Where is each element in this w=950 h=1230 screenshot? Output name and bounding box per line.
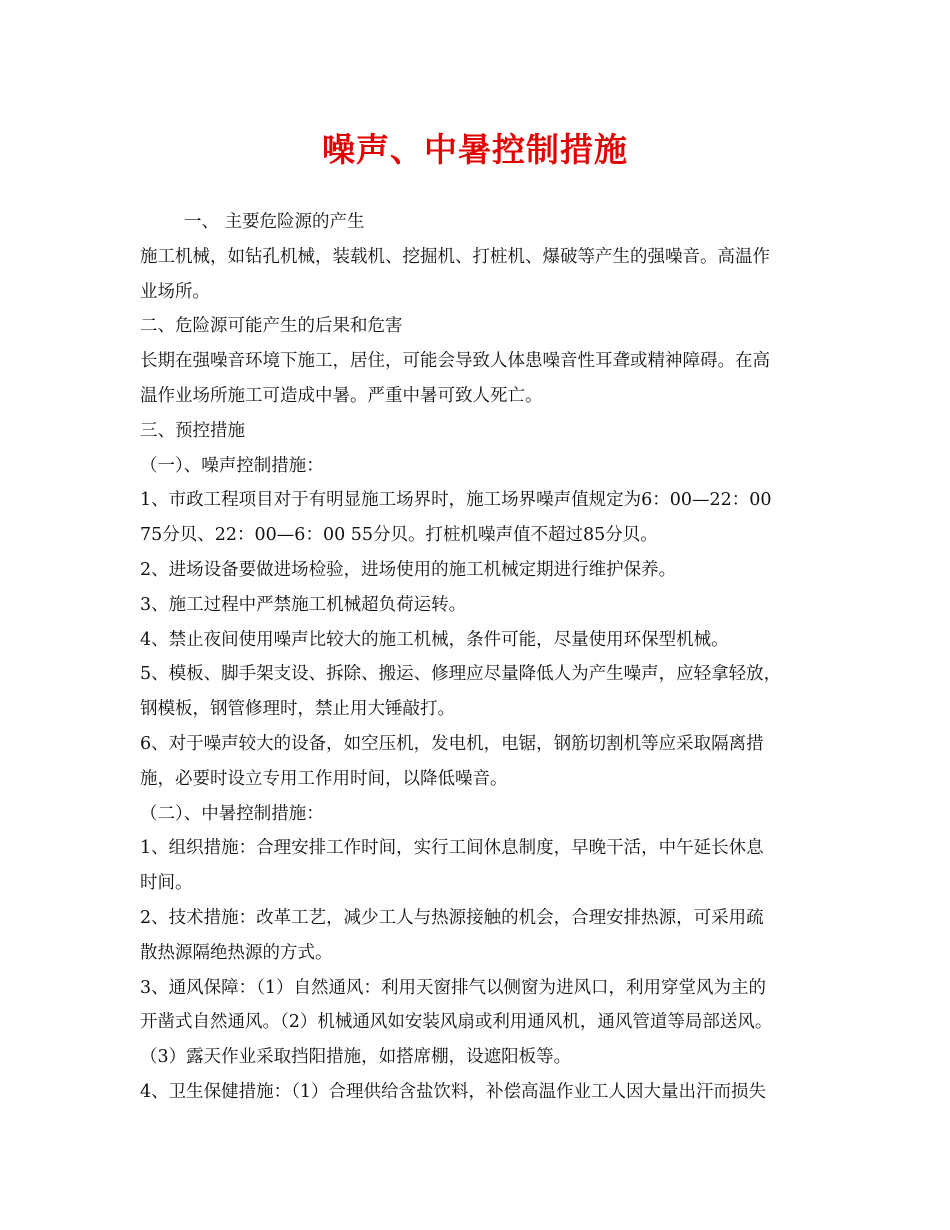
list-item-line: 施，必要时设立专用工作用时间，以降低噪音。 (140, 768, 508, 789)
subsection-heading-heatstroke: （二）、中暑控制措施： (140, 803, 324, 824)
section-heading-1: 一、 主要危险源的产生 (184, 212, 365, 232)
list-item-line: 3、通风保障：（1）自然通风：利用天窗排气以侧窗为进风口，利用穿堂风为主的 (140, 977, 767, 998)
list-item-line: 2、技术措施：改革工艺，减少工人与热源接触的机会，合理安排热源，可采用疏 (140, 907, 764, 928)
list-item-line: 2、进场设备要做进场检验，进场使用的施工机械定期进行维护保养。 (140, 559, 677, 580)
list-item-line: 4、禁止夜间使用噪声比较大的施工机械，条件可能，尽量使用环保型机械。 (140, 629, 729, 650)
subsection-heading-noise: （一）、噪声控制措施： (140, 455, 324, 476)
list-item-line: 5、模板、脚手架支设、拆除、搬运、修理应尽量降低人为产生噪声，应轻拿轻放， (140, 664, 782, 685)
section-heading-3: 三、预控措施 (140, 420, 245, 441)
list-item-line: 1、市政工程项目对于有明显施工场界时，施工场界噪声值规定为6：00—22：00 (140, 490, 772, 511)
list-item-line: 6、对于噪声较大的设备，如空压机，发电机，电锯，钢筋切割机等应采取隔离措 (140, 733, 764, 754)
list-item-line: 钢模板，钢管修理时，禁止用大锤敲打。 (140, 699, 455, 720)
paragraph-line: 业场所。 (140, 281, 210, 302)
paragraph-line: 施工机械，如钻孔机械，装载机、挖掘机、打桩机、爆破等产生的强噪音。高温作 (140, 246, 770, 267)
paragraph-line: 温作业场所施工可造成中暑。严重中暑可致人死亡。 (140, 385, 543, 406)
document-body (140, 205, 830, 1110)
list-item-line: （3）露天作业采取挡阳措施，如搭席棚，设遮阳板等。 (140, 1047, 572, 1068)
page-title: 噪声、中暑控制措施 (322, 130, 628, 169)
list-item-line: 4、卫生保健措施：（1）合理供给含盐饮料，补偿高温作业工人因大量出汗而损失 (140, 1081, 767, 1102)
list-item-line: 散热源隔绝热源的方式。 (140, 942, 333, 963)
section-heading-2: 二、危险源可能产生的后果和危害 (140, 316, 403, 337)
paragraph-line: 长期在强噪音环境下施工，居住，可能会导致人体患噪音性耳聋或精神障碍。在高 (140, 351, 770, 372)
list-item-line: 1、组织措施：合理安排工作时间，实行工间休息制度，早晚干活，中午延长休息 (140, 838, 764, 859)
list-item-line: 开凿式自然通风。（2）机械通风如安装风扇或利用通风机，通风管道等局部送风。 (140, 1012, 773, 1033)
list-item-line: 75分贝、22：00—6：00 55分贝。打桩机噪声值不超过85分贝。 (140, 525, 658, 546)
list-item-line: 时间。 (140, 873, 193, 894)
list-item-line: 3、施工过程中严禁施工机械超负荷运转。 (140, 594, 467, 615)
